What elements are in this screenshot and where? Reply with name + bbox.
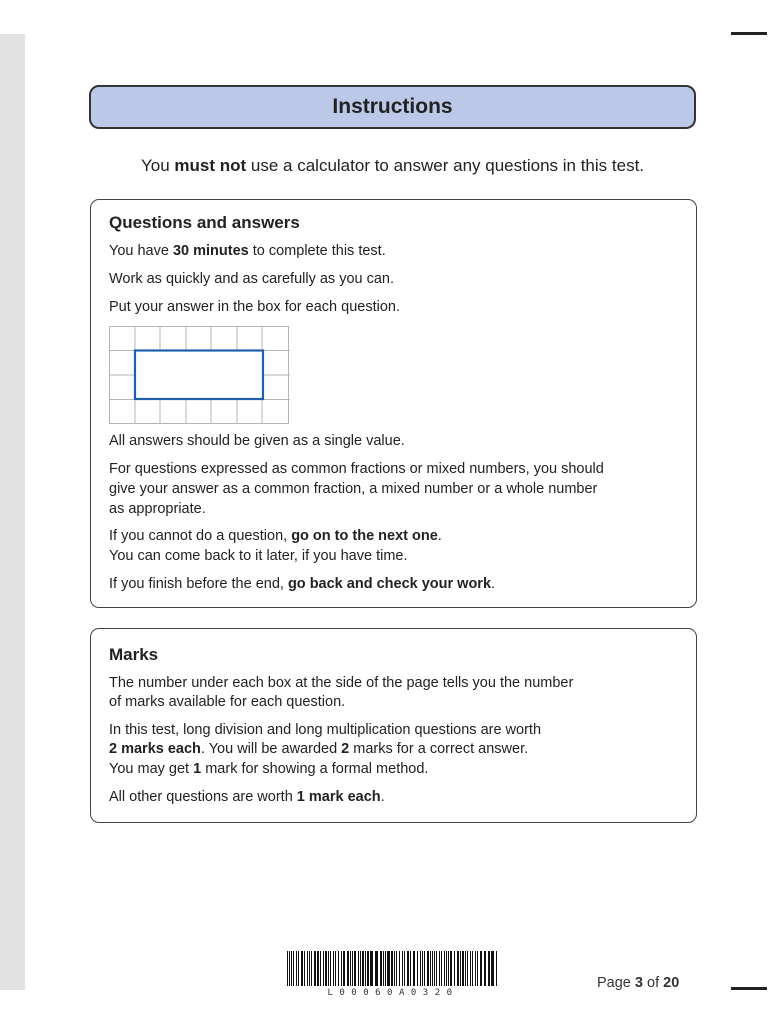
barcode-bar — [407, 951, 409, 986]
instructions-title-bar — [89, 85, 696, 129]
correct-answer-text: marks for a correct answer. — [349, 741, 529, 757]
barcode — [287, 951, 499, 997]
calculator-note — [89, 156, 696, 176]
barcode-bar — [402, 951, 403, 986]
barcode-bar — [380, 951, 382, 986]
other-emphasis: 1 mark each — [296, 789, 381, 805]
marks-number-line-2: of marks available for each question. — [109, 694, 346, 710]
barcode-bar — [291, 951, 292, 986]
barcode-bar — [491, 951, 494, 986]
barcode-bar — [496, 951, 497, 986]
finish-emphasis: go back and check your work — [287, 576, 492, 592]
marks-panel — [90, 628, 697, 823]
current-page: 3 — [634, 975, 643, 991]
registration-mark-top — [731, 32, 767, 35]
calculator-note-post: use a calculator to answer any questions in this test. — [246, 156, 645, 175]
registration-mark-bottom — [731, 987, 767, 990]
barcode-bar — [301, 951, 303, 986]
time-post: to complete this test. — [248, 243, 386, 259]
barcode-bar — [446, 951, 447, 986]
come-back-text: You can come back to it later, if you have time. — [109, 548, 408, 564]
barcode-bar — [404, 951, 405, 986]
other-pre: All other questions are worth — [109, 789, 297, 805]
barcode-bar — [430, 951, 431, 986]
questions-and-answers-panel — [90, 199, 697, 608]
work-quickly-text: Work as quickly and as carefully as you can. — [109, 271, 395, 287]
barcode-bar — [394, 951, 395, 986]
qa-heading: Questions and answers — [109, 213, 300, 232]
barcode-bar — [317, 951, 319, 986]
fractions-text-line-1: For questions expressed as common fractions or mixed numbers, you should — [109, 461, 604, 477]
barcode-bar — [328, 951, 329, 986]
barcode-bar — [304, 951, 305, 986]
barcode-bar — [335, 951, 336, 986]
of-word: of — [642, 975, 664, 991]
barcode-bar — [330, 951, 331, 986]
barcode-bar — [422, 951, 423, 986]
long-division-line-2 — [109, 739, 528, 759]
finish-post: . — [491, 576, 496, 592]
barcode-bar — [450, 951, 452, 986]
barcode-bar — [391, 951, 393, 986]
formal-emphasis: 1 — [193, 761, 202, 777]
barcode-bar — [396, 951, 397, 986]
barcode-bar — [383, 951, 384, 986]
barcode-bar — [460, 951, 461, 986]
barcode-bar — [462, 951, 464, 986]
barcode-bar — [457, 951, 459, 986]
barcode-bar — [341, 951, 342, 986]
formal-pre: You may get — [109, 761, 194, 777]
barcode-bar — [367, 951, 369, 986]
side-margin-strip — [0, 34, 25, 990]
barcode-bar — [362, 951, 364, 986]
marks-heading: Marks — [109, 645, 159, 664]
barcode-bar — [314, 951, 316, 986]
barcode-bar — [475, 951, 476, 986]
marks-number-line-1: The number under each box at the side of the page tells you the number — [109, 675, 574, 691]
fractions-text-line-3: as appropriate. — [109, 501, 206, 517]
answer-box-diagram — [109, 326, 290, 424]
barcode-bar — [432, 951, 433, 986]
answer-box — [135, 351, 263, 400]
barcode-bar — [375, 951, 378, 986]
barcode-bar — [343, 951, 345, 986]
barcode-bar — [370, 951, 373, 986]
two-marks-emphasis: 2 marks each — [109, 741, 201, 757]
barcode-bar — [320, 951, 321, 986]
fractions-text-line-2: give your answer as a common fraction, a mixed number or a whole number — [109, 481, 598, 497]
barcode-bar — [417, 951, 418, 986]
barcode-bar — [444, 951, 445, 986]
skip-emphasis: go on to the next one — [291, 528, 438, 544]
barcode-bar — [352, 951, 353, 986]
barcode-bars — [287, 951, 497, 986]
calculator-note-emphasis: must not — [174, 156, 247, 175]
barcode-bar — [441, 951, 442, 986]
barcode-bar — [484, 951, 486, 986]
time-emphasis: 30 minutes — [172, 243, 249, 259]
calculator-note-pre: You — [140, 156, 175, 175]
long-division-line-1: In this test, long division and long multiplication questions are worth — [109, 722, 542, 738]
barcode-bar — [399, 951, 400, 986]
barcode-bar — [436, 951, 437, 986]
barcode-bar — [439, 951, 440, 986]
skip-post: . — [437, 528, 442, 544]
page-word: Page — [597, 975, 635, 991]
time-pre: You have — [109, 243, 173, 259]
two-emphasis: 2 — [341, 741, 350, 757]
barcode-bar — [298, 951, 299, 986]
barcode-bar — [488, 951, 490, 986]
barcode-bar — [358, 951, 359, 986]
barcode-bar — [472, 951, 473, 986]
barcode-bar — [467, 951, 468, 986]
barcode-bar — [347, 951, 349, 986]
barcode-bar — [311, 951, 312, 986]
barcode-bar — [296, 951, 297, 986]
awarded-text: . You will be awarded — [200, 741, 342, 757]
barcode-bar — [287, 951, 288, 986]
skip-pre: If you cannot do a question, — [109, 528, 292, 544]
barcode-bar — [289, 951, 290, 986]
barcode-bar — [387, 951, 390, 986]
barcode-bar — [323, 951, 324, 986]
barcode-bar — [420, 951, 421, 986]
barcode-bar — [480, 951, 482, 986]
barcode-bar — [307, 951, 308, 986]
barcode-bar — [477, 951, 478, 986]
barcode-bar — [333, 951, 334, 986]
barcode-bar — [293, 951, 294, 986]
page-title: Instructions — [332, 95, 453, 118]
barcode-bar — [448, 951, 449, 986]
barcode-bar — [325, 951, 327, 986]
barcode-bar — [360, 951, 361, 986]
time-allowed-text — [109, 241, 386, 261]
total-pages: 20 — [663, 975, 680, 991]
answer-box-text: Put your answer in the box for each question. — [109, 299, 400, 315]
barcode-bar — [465, 951, 466, 986]
barcode-bar — [427, 951, 429, 986]
finish-pre: If you finish before the end, — [109, 576, 288, 592]
barcode-bar — [410, 951, 411, 986]
barcode-bar — [470, 951, 471, 986]
other-post: . — [380, 789, 385, 805]
barcode-bar — [350, 951, 351, 986]
barcode-bar — [309, 951, 310, 986]
barcode-bar — [385, 951, 386, 986]
barcode-number: L00060A0320 — [327, 988, 459, 997]
page-number — [597, 975, 679, 991]
barcode-bar — [434, 951, 435, 986]
barcode-bar — [354, 951, 356, 986]
other-questions-text — [109, 787, 385, 807]
formal-post: mark for showing a formal method. — [201, 761, 429, 777]
barcode-bar — [454, 951, 455, 986]
barcode-bar — [413, 951, 415, 986]
formal-method-text — [109, 759, 428, 779]
finish-early-text — [109, 574, 495, 594]
barcode-bar — [424, 951, 425, 986]
skip-question-text — [109, 526, 442, 546]
barcode-bar — [338, 951, 339, 986]
barcode-bar — [365, 951, 366, 986]
single-value-text: All answers should be given as a single value. — [109, 433, 405, 449]
